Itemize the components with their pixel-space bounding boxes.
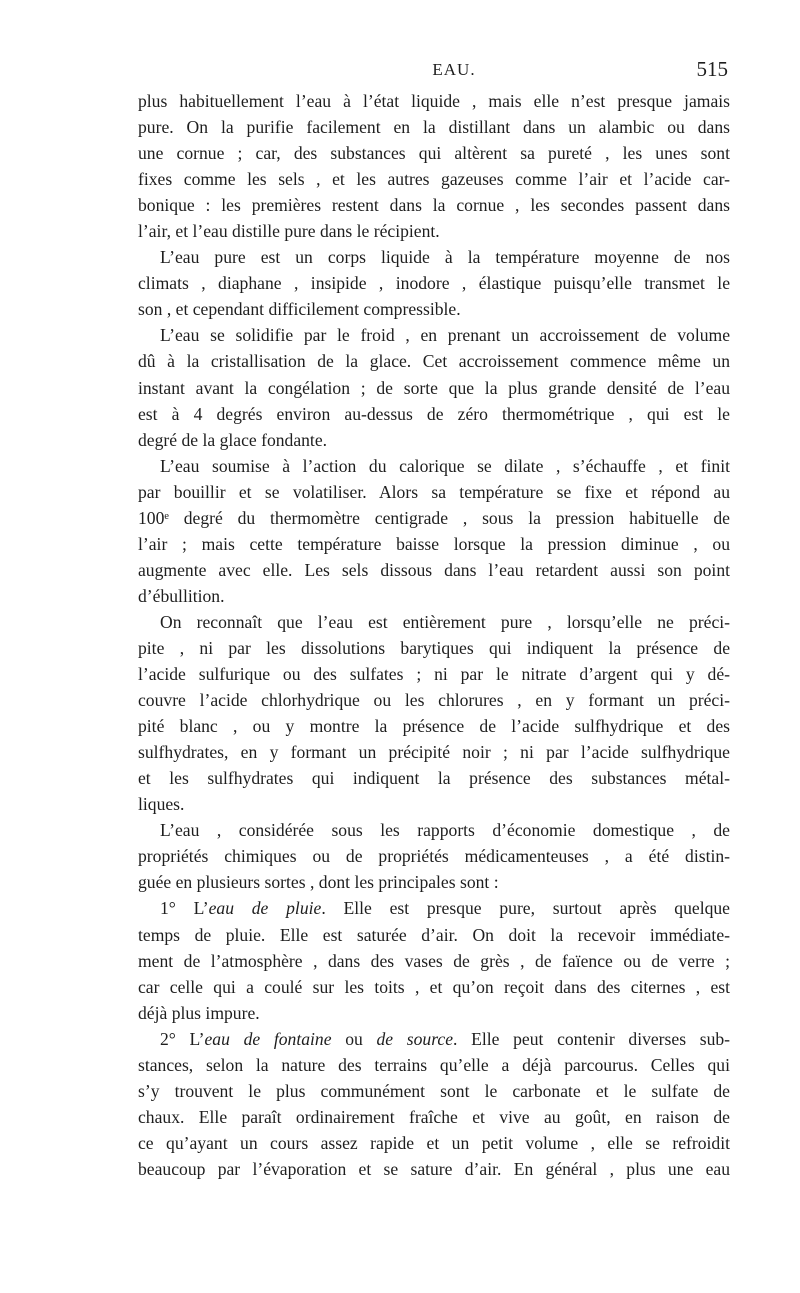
text-segment: pite , ni par les dissolutions barytiques qui indiquent la présence de bbox=[138, 637, 730, 658]
text-line bbox=[138, 114, 730, 140]
italic-term: de source bbox=[376, 1028, 454, 1049]
text-line bbox=[138, 348, 730, 374]
text-line bbox=[138, 192, 730, 218]
text-segment: s’y trouvent le plus communément sont le carbonate et le sulfate de bbox=[138, 1080, 730, 1101]
text-line bbox=[138, 635, 730, 661]
text-segment: déjà plus impure. bbox=[138, 1002, 260, 1023]
text-segment: et les sulfhydrates qui indiquent la présence des substances métal- bbox=[138, 768, 730, 789]
text-segment: . Elle peut contenir diverses sub- bbox=[453, 1028, 730, 1049]
text-line bbox=[138, 843, 730, 869]
text-line bbox=[138, 739, 730, 765]
text-segment: L’eau se solidifie par le froid , en prenant un accroissement de volume bbox=[160, 325, 730, 346]
text-segment: bonique : les premières restent dans la cornue , les secondes passent dans bbox=[138, 195, 730, 216]
text-line bbox=[138, 322, 730, 348]
text-segment: L’eau soumise à l’action du calorique se dilate , s’échauffe , et finit bbox=[160, 455, 730, 476]
text-line bbox=[138, 244, 730, 270]
text-line bbox=[138, 1000, 730, 1026]
text-line bbox=[138, 895, 730, 921]
text-line bbox=[138, 765, 730, 791]
text-line bbox=[138, 791, 730, 817]
text-segment: liques. bbox=[138, 794, 185, 815]
text-segment: 1° L’ bbox=[160, 898, 209, 919]
text-segment: chaux. Elle paraît ordinairement fraîche et vive au goût, en raison de bbox=[138, 1106, 730, 1127]
text-line bbox=[138, 1104, 730, 1130]
text-segment: guée en plusieurs sortes , dont les principales sont : bbox=[138, 872, 499, 893]
text-segment: par bouillir et se volatiliser. Alors sa température se fixe et répond au bbox=[138, 481, 730, 502]
text-line bbox=[138, 218, 730, 244]
text-segment: stances, selon la nature des terrains qu’elle a déjà parcourus. Celles qui bbox=[138, 1054, 730, 1075]
text-segment: fixes comme les sels , et les autres gazeuses comme l’air et l’acide car- bbox=[138, 169, 730, 190]
text-segment: 100ᵉ degré du thermomètre centigrade , sous la pression habituelle de bbox=[138, 507, 730, 528]
text-line bbox=[138, 687, 730, 713]
italic-term: eau de fontaine bbox=[204, 1028, 332, 1049]
text-line bbox=[138, 531, 730, 557]
text-line bbox=[138, 453, 730, 479]
text-line bbox=[138, 505, 730, 531]
text-segment: ment de l’atmosphère , dans des vases de grès , de faïence ou de verre ; bbox=[138, 950, 730, 971]
text-segment: L’eau , considérée sous les rapports d’économie domestique , de bbox=[160, 820, 730, 841]
text-segment: sulfhydrates, en y formant un précipité noir ; ni par l’acide sulfhydrique bbox=[138, 742, 730, 763]
italic-term: eau de pluie bbox=[208, 898, 322, 919]
text-line bbox=[138, 557, 730, 583]
text-segment: ce qu’ayant un cours assez rapide et un petit volume , elle se refroidit bbox=[138, 1132, 730, 1153]
text-segment: couvre l’acide chlorhydrique ou les chlorures , en y formant un préci- bbox=[138, 690, 730, 711]
text-line bbox=[138, 479, 730, 505]
text-line bbox=[138, 88, 730, 114]
text-line bbox=[138, 974, 730, 1000]
text-line bbox=[138, 296, 730, 322]
text-segment: instant avant la congélation ; de sorte que la plus grande densité de l’eau bbox=[138, 377, 730, 398]
running-title: EAU. bbox=[432, 60, 476, 79]
text-line bbox=[138, 375, 730, 401]
text-line bbox=[138, 1156, 730, 1182]
text-line bbox=[138, 140, 730, 166]
text-segment: augmente avec elle. Les sels dissous dans l’eau retardent aussi son point bbox=[138, 559, 730, 580]
text-segment: climats , diaphane , insipide , inodore , élastique puisqu’elle transmet le bbox=[138, 273, 730, 294]
text-segment: est à 4 degrés environ au-dessus de zéro thermométrique , qui est le bbox=[138, 403, 730, 424]
text-segment: ou bbox=[331, 1028, 377, 1049]
text-segment: d’ébullition. bbox=[138, 585, 225, 606]
text-segment: pité blanc , ou y montre la présence de l’acide sulfhydrique et des bbox=[138, 716, 730, 737]
text-segment: une cornue ; car, des substances qui altèrent sa pureté , les unes sont bbox=[138, 143, 730, 164]
page-number: 515 bbox=[696, 57, 728, 81]
body-text bbox=[138, 88, 730, 1182]
text-segment: son , et cependant difficilement compressible. bbox=[138, 299, 461, 320]
text-segment: dû à la cristallisation de la glace. Cet accroissement commence même un bbox=[138, 351, 730, 372]
text-line bbox=[138, 609, 730, 635]
text-segment: pure. On la purifie facilement en la distillant dans un alambic ou dans bbox=[138, 117, 730, 138]
text-line bbox=[138, 948, 730, 974]
text-segment: degré de la glace fondante. bbox=[138, 429, 328, 450]
text-line bbox=[138, 922, 730, 948]
text-segment: l’acide sulfurique ou des sulfates ; ni par le nitrate d’argent qui y dé- bbox=[138, 664, 730, 685]
text-segment: L’eau pure est un corps liquide à la température moyenne de nos bbox=[160, 247, 730, 268]
text-segment: plus habituellement l’eau à l’état liquide , mais elle n’est presque jamais bbox=[138, 91, 730, 111]
text-line bbox=[138, 1078, 730, 1104]
text-segment: beaucoup par l’évaporation et se sature d’air. En général , plus une eau bbox=[138, 1158, 730, 1179]
text-line bbox=[138, 401, 730, 427]
text-line bbox=[138, 817, 730, 843]
text-segment: l’air, et l’eau distille pure dans le récipient. bbox=[138, 221, 440, 242]
text-line bbox=[138, 869, 730, 895]
text-line bbox=[138, 1026, 730, 1052]
text-segment: 2° L’ bbox=[160, 1028, 205, 1049]
text-line bbox=[138, 583, 730, 609]
text-segment: propriétés chimiques ou de propriétés médicamenteuses , a été distin- bbox=[138, 846, 730, 867]
text-line bbox=[138, 427, 730, 453]
text-line bbox=[138, 661, 730, 687]
text-segment: temps de pluie. Elle est saturée d’air. On doit la recevoir immédiate- bbox=[138, 924, 730, 945]
text-line bbox=[138, 1130, 730, 1156]
text-segment: On reconnaît que l’eau est entièrement pure , lorsqu’elle ne préci- bbox=[160, 611, 730, 632]
running-head bbox=[138, 57, 730, 86]
text-line bbox=[138, 166, 730, 192]
text-line bbox=[138, 1052, 730, 1078]
text-segment: . Elle est presque pure, surtout après quelque bbox=[321, 898, 730, 919]
text-line bbox=[138, 270, 730, 296]
text-line bbox=[138, 713, 730, 739]
text-segment: l’air ; mais cette température baisse lorsque la pression diminue , ou bbox=[138, 533, 730, 554]
text-segment: car celle qui a coulé sur les toits , et qu’on reçoit dans des citernes , est bbox=[138, 976, 730, 997]
